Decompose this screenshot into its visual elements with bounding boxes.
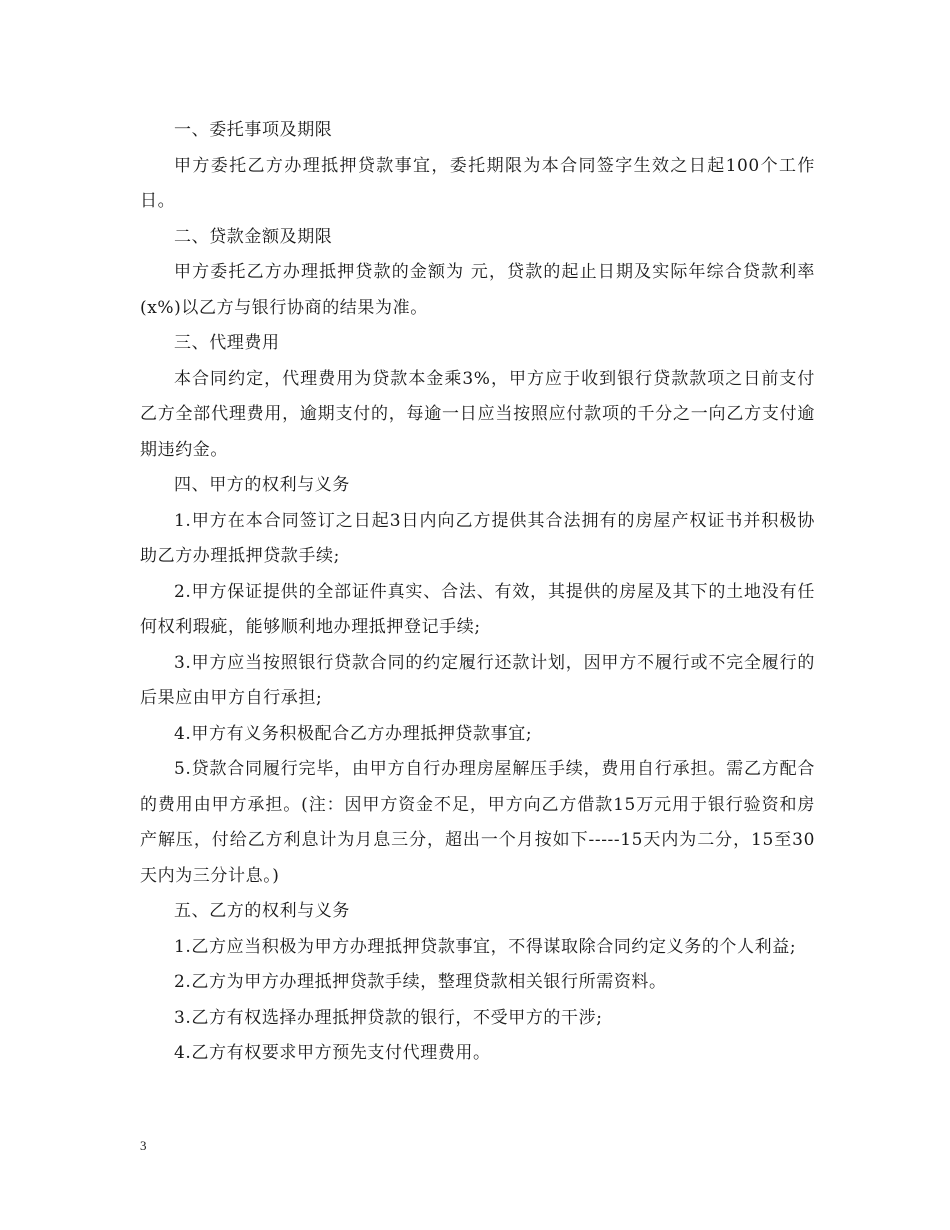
document-body xyxy=(140,113,815,1072)
section-heading-agency-fee: 三、代理费用 xyxy=(174,333,280,353)
list-item-party-b-1: 1.乙方应当积极为甲方办理抵押贷款事宜，不得谋取除合同约定义务的个人利益; xyxy=(174,936,797,957)
paragraph-agency-fee: 本合同约定，代理费用为贷款本金乘3%，甲方应于收到银行贷款款项之日前支付乙方全部代理费用，逾期支付的，每逾一日应当按照应付款项的千分之一向乙方支付逾期违约金。 xyxy=(140,368,815,460)
section-heading-entrustment: 一、委托事项及期限 xyxy=(174,120,333,140)
list-item-party-a-4: 4.甲方有义务积极配合乙方办理抵押贷款事宜; xyxy=(174,723,533,744)
list-item-party-a-1: 1.甲方在本合同签订之日起3日内向乙方提供其合法拥有的房屋产权证书并积极协助乙方办理抵押贷款手续; xyxy=(140,510,815,566)
section-heading-party-a-rights: 四、甲方的权利与义务 xyxy=(174,475,350,495)
list-item-party-b-4: 4.乙方有权要求甲方预先支付代理费用。 xyxy=(174,1043,491,1063)
list-item-party-a-3: 3.甲方应当按照银行贷款合同的约定履行还款计划，因甲方不履行或不完全履行的后果应由甲方自行承担; xyxy=(140,652,815,708)
section-heading-loan-amount: 二、贷款金额及期限 xyxy=(174,226,333,247)
paragraph-loan-amount: 甲方委托乙方办理抵押贷款的金额为 元，贷款的起止日期及实际年综合贷款利率(x%)以乙方与银行协商的结果为准。 xyxy=(140,262,815,318)
page-number: 3 xyxy=(140,1138,147,1153)
list-item-party-b-3: 3.乙方有权选择办理抵押贷款的银行，不受甲方的干涉; xyxy=(174,1007,603,1028)
section-heading-party-b-rights: 五、乙方的权利与义务 xyxy=(174,901,350,921)
list-item-party-a-2: 2.甲方保证提供的全部证件真实、合法、有效，其提供的房屋及其下的土地没有任何权利瑕疵，能够顺利地办理抵押登记手续; xyxy=(140,581,815,637)
list-item-party-a-5: 5.贷款合同履行完毕，由甲方自行办理房屋解压手续，费用自行承担。需乙方配合的费用由甲方承担。(注：因甲方资金不足，甲方向乙方借款15万元用于银行验资和房产解压，付给乙方利息计为月息三分，超出一个月按如下-----15天内为二分，15至30天内为三分计息。) xyxy=(140,759,815,886)
paragraph-entrustment-term: 甲方委托乙方办理抵押贷款事宜，委托期限为本合同签字生效之日起100个工作日。 xyxy=(140,155,815,211)
list-item-party-b-2: 2.乙方为甲方办理抵押贷款手续，整理贷款相关银行所需资料。 xyxy=(174,972,667,992)
